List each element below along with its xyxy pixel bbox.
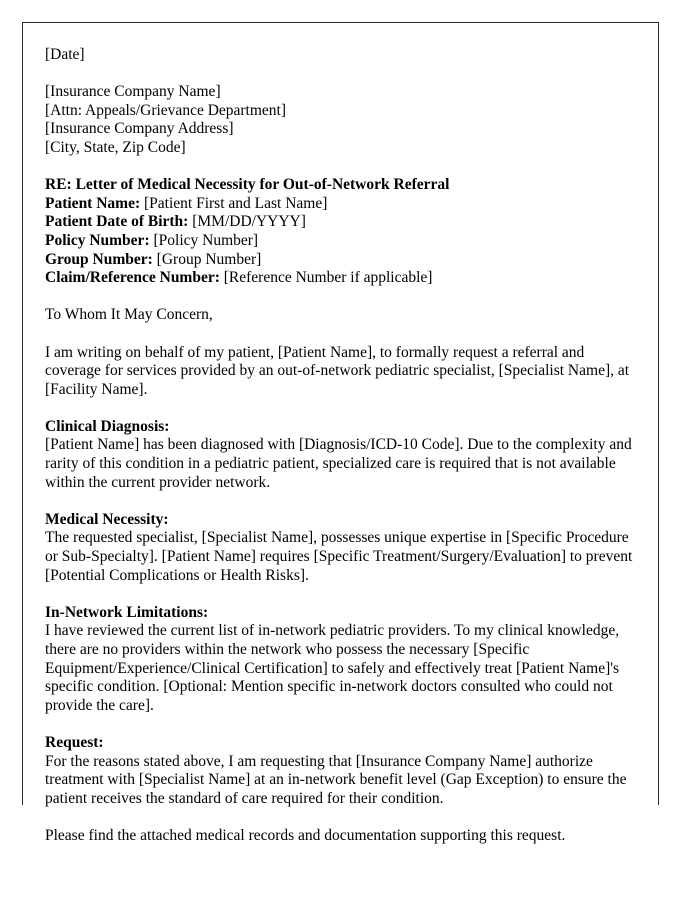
spacer-section [45,585,633,604]
section-body: The requested specialist, [Specialist Name], possesses unique expertise in [Specific Procedure or Sub-Specialty]. [Patient Name] requires [Specific Treatment/Surgery/Evaluation] to prevent [Potential Complications or Health Risks]. [45,529,633,584]
reference-field-label: Group Number: [45,250,153,268]
reference-field-row [45,195,633,214]
spacer-after-date [45,65,633,84]
reference-field-value: [Patient First and Last Name] [144,194,328,212]
reference-field-label: Patient Name: [45,194,141,212]
section-body: I have reviewed the current list of in-network pediatric providers. To my clinical knowledge, there are no providers within the network who possess the necessary [Specific Equipment/Experience/Clinical Certification] to safely and effectively treat [Patient Name]'s specific condition. [Optional: Mention specific in-network doctors consulted who could not provide the care]. [45,622,620,714]
recipient-line: [Insurance Company Name] [45,83,221,101]
reference-field-row [45,232,633,251]
reference-field-row [45,251,633,270]
spacer-after-address [45,158,633,177]
salutation: To Whom It May Concern, [45,306,213,324]
spacer-section [45,715,633,734]
spacer-after-reference [45,288,633,307]
recipient-line: [Attn: Appeals/Grievance Department] [45,101,287,119]
reference-field-value: [MM/DD/YYYY] [192,213,306,231]
subject-line: RE: Letter of Medical Necessity for Out-of-Network Referral [45,176,450,194]
section-heading: Clinical Diagnosis: [45,417,170,435]
letter-content [45,46,633,846]
section-body: [Patient Name] has been diagnosed with [Diagnosis/ICD-10 Code]. Due to the complexity and rarity of this condition in a pediatric patient, specialized care is required that is not available within the current provider network. [45,436,632,491]
intro-paragraph: I am writing on behalf of my patient, [Patient Name], to formally request a referral and coverage for services provided by an out-of-network pediatric specialist, [Specialist Name], at [Facility Name]. [45,343,630,398]
reference-field-label: Policy Number: [45,231,150,249]
date-line: [Date] [45,46,85,63]
spacer-section [45,492,633,511]
section-request [45,734,633,808]
spacer-after-salutation [45,325,633,344]
reference-field-row [45,213,633,232]
reference-field-row [45,269,633,288]
reference-field-value: [Group Number] [156,250,262,268]
section-heading: Medical Necessity: [45,510,169,528]
section-body: For the reasons stated above, I am requesting that [Insurance Company Name] authorize treatment with [Specialist Name] at an in-network benefit level (Gap Exception) to ensure the patient receives the standard of care required for their condition. [45,752,627,807]
spacer-after-intro [45,399,633,418]
section-heading: Request: [45,733,104,751]
closing-paragraph: Please find the attached medical records and documentation supporting this request. [45,826,566,844]
reference-block [45,176,633,288]
section-medical-necessity [45,511,633,585]
reference-field-value: [Policy Number] [153,231,259,249]
document-page [22,22,659,844]
reference-field-label: Patient Date of Birth: [45,213,189,231]
recipient-address-block [45,83,633,157]
section-in-network-limitations [45,604,633,716]
recipient-line: [Insurance Company Address] [45,120,234,138]
spacer-before-closing [45,808,633,827]
section-clinical-diagnosis [45,418,633,492]
section-heading: In-Network Limitations: [45,603,209,621]
reference-field-label: Claim/Reference Number: [45,269,220,287]
reference-field-value: [Reference Number if applicable] [223,269,433,287]
recipient-line: [City, State, Zip Code] [45,138,186,156]
